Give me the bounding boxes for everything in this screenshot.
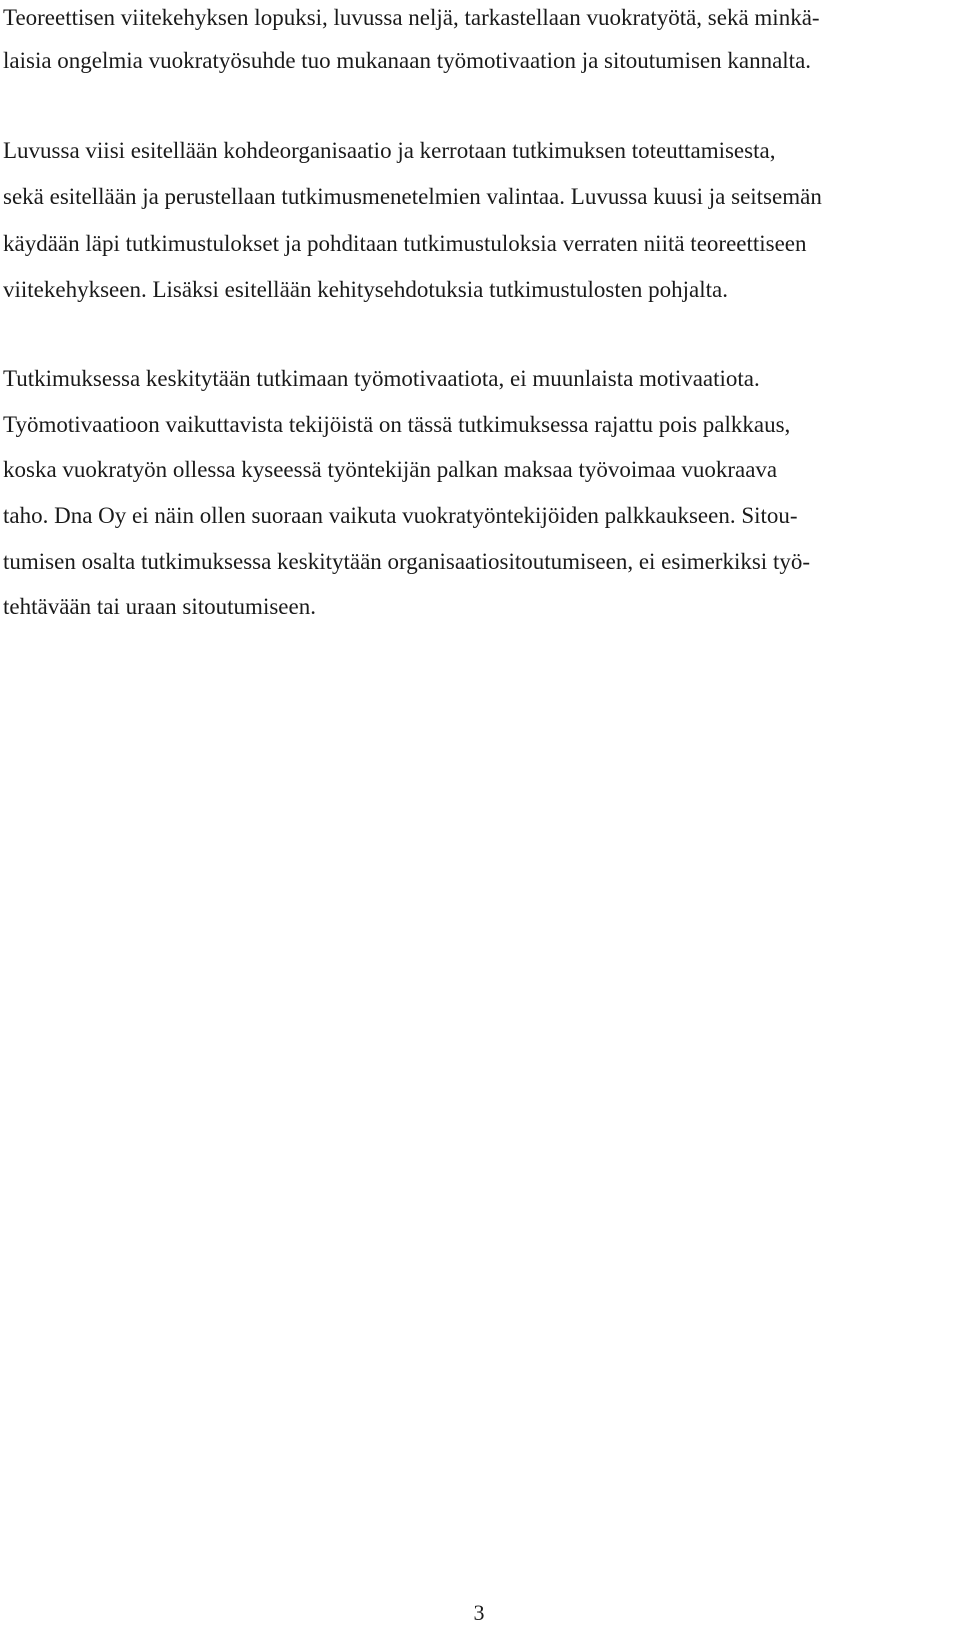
paragraph-line: Luvussa viisi esitellään kohdeorganisaatio ja kerrotaan tutkimuksen toteuttamisesta,	[3, 138, 776, 163]
page-number	[0, 1599, 960, 1627]
paragraph-line: käydään läpi tutkimustulokset ja pohditaan tutkimustuloksia verraten niitä teoreettiseen	[3, 231, 807, 256]
paragraph-line: laisia ongelmia vuokratyösuhde tuo mukanaan työmotivaation ja sitoutumisen kannalta.	[3, 48, 812, 73]
paragraph-line: Teoreettisen viitekehyksen lopuksi, luvussa neljä, tarkastellaan vuokratyötä, sekä minkä-	[3, 5, 820, 30]
paragraph-line: taho. Dna Oy ei näin ollen suoraan vaikuta vuokratyöntekijöiden palkkaukseen. Sitou-	[3, 503, 798, 528]
paragraph-line: tumisen osalta tutkimuksessa keskitytään organisaatiositoutumiseen, ei esimerkiksi työ-	[3, 549, 810, 574]
paragraph-line: koska vuokratyön ollessa kyseessä työntekijän palkan maksaa työvoimaa vuokraava	[3, 457, 778, 482]
paragraph-line: tehtävään tai uraan sitoutumiseen.	[3, 594, 316, 619]
page-number-text: 3	[473, 1600, 485, 1625]
paragraph-line: viitekehykseen. Lisäksi esitellään kehitysehdotuksia tutkimustulosten pohjalta.	[3, 277, 729, 302]
paragraph-line: sekä esitellään ja perustellaan tutkimusmenetelmien valintaa. Luvussa kuusi ja seitsemän	[3, 184, 822, 209]
paragraph-line: Työmotivaatioon vaikuttavista tekijöistä on tässä tutkimuksessa rajattu pois palkkaus,	[3, 412, 791, 437]
paragraph-line: Tutkimuksessa keskitytään tutkimaan työmotivaatiota, ei muunlaista motivaatiota.	[3, 366, 760, 391]
